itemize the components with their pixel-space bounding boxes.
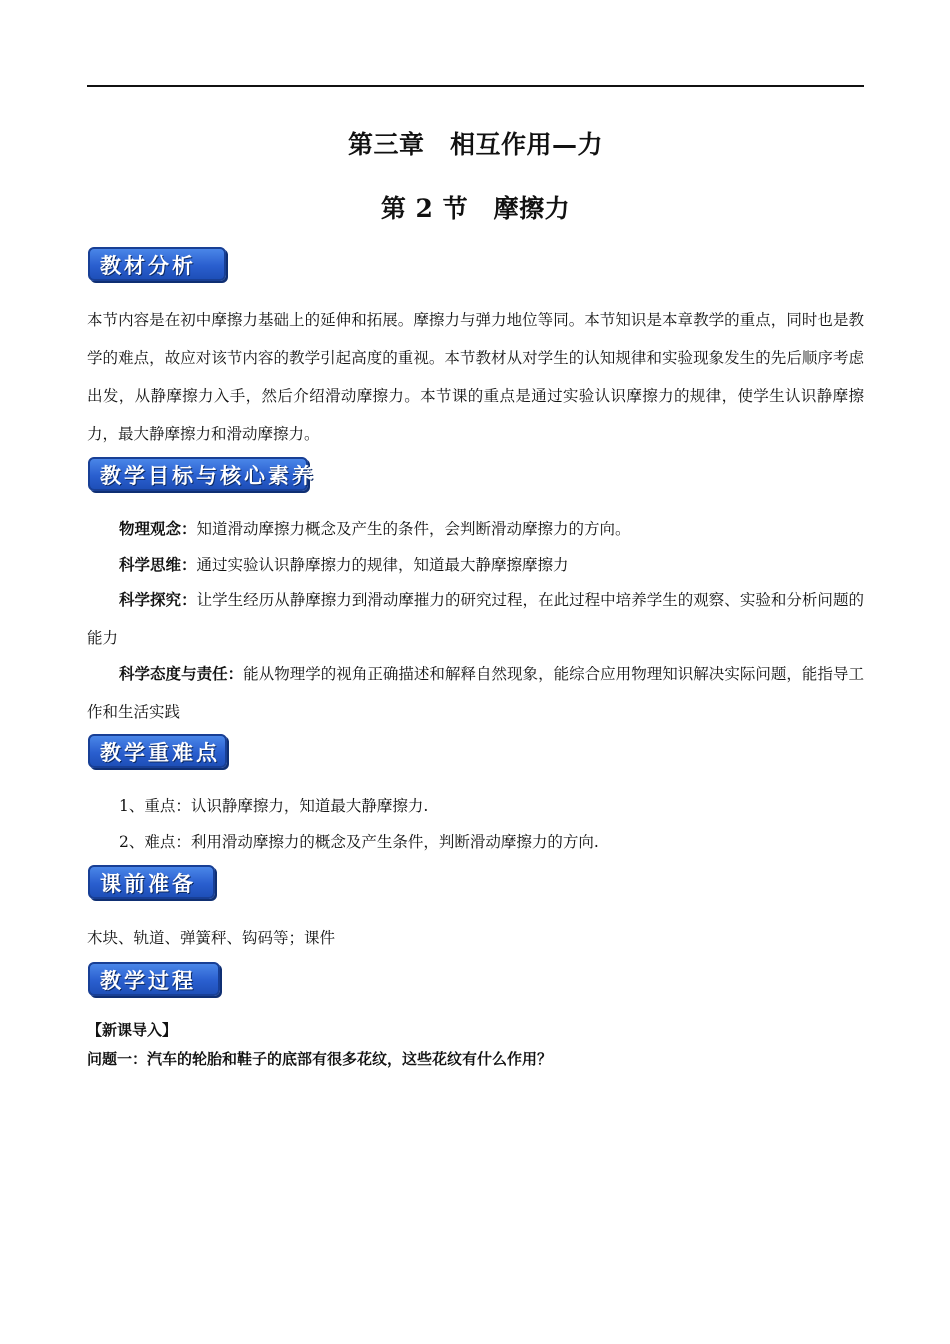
key-point-item: 2、难点：利用滑动摩擦力的概念及产生条件，判断滑动摩擦力的方向.	[119, 833, 599, 851]
section-title: 第 2 节 摩擦力	[380, 194, 571, 223]
objective-scientific-thinking	[87, 546, 864, 584]
objective-text: 能从物理学的视角正确描述和解释自然现象，能综合应用物理知识解决实际问题，能指导工作和生活实践	[87, 665, 864, 721]
preparation-badge: 课前准备	[88, 865, 215, 899]
objective-label: 科学态度与责任：	[119, 664, 244, 683]
new-lesson-heading: 【新课导入】	[87, 1021, 178, 1039]
analysis-badge: 教材分析	[88, 247, 226, 281]
objective-text: 知道滑动摩擦力概念及产生的条件，会判断滑动摩擦力的方向。	[196, 520, 631, 538]
preparation-text: 木块、轨道、弹簧秤、钩码等；课件	[87, 929, 336, 947]
header-rule	[87, 85, 864, 87]
objective-text: 通过实验认识静摩擦力的规律，知道最大静摩擦摩擦力	[196, 556, 569, 574]
objectives-badge: 教学目标与核心素养	[88, 457, 308, 491]
objective-attitude-responsibility	[87, 655, 864, 731]
objective-scientific-inquiry	[87, 581, 864, 657]
objective-label: 科学探究：	[119, 590, 197, 609]
key-point-item: 1、重点：认识静摩擦力，知道最大静摩擦力.	[119, 797, 429, 815]
objective-label: 科学思维：	[119, 555, 197, 574]
analysis-text: 本节内容是在初中摩擦力基础上的延伸和拓展。摩擦力与弹力地位等同。本节知识是本章教学的重点，同时也是教学的难点，故应对该节内容的教学引起高度的重视。本节教材从对学生的认知规律和实验现象发生的先后顺序考虑出发，从静摩擦力入手，然后介绍滑动摩擦力。本节课的重点是通过实验认识摩擦力的规律，使学生认识静摩擦力，最大静摩擦力和滑动摩擦力。	[87, 311, 864, 443]
question-one: 问题一：汽车的轮胎和鞋子的底部有很多花纹，这些花纹有什么作用？	[87, 1050, 553, 1068]
objective-label: 物理观念：	[119, 519, 197, 538]
key-points-badge: 教学重难点	[88, 734, 227, 768]
chapter-title: 第三章 相互作用—力	[347, 130, 603, 159]
objective-text: 让学生经历从静摩擦力到滑动摩摧力的研究过程，在此过程中培养学生的观察、实验和分析问题的能力	[87, 591, 864, 647]
objective-physics-concept	[87, 510, 864, 548]
process-badge: 教学过程	[88, 962, 220, 996]
